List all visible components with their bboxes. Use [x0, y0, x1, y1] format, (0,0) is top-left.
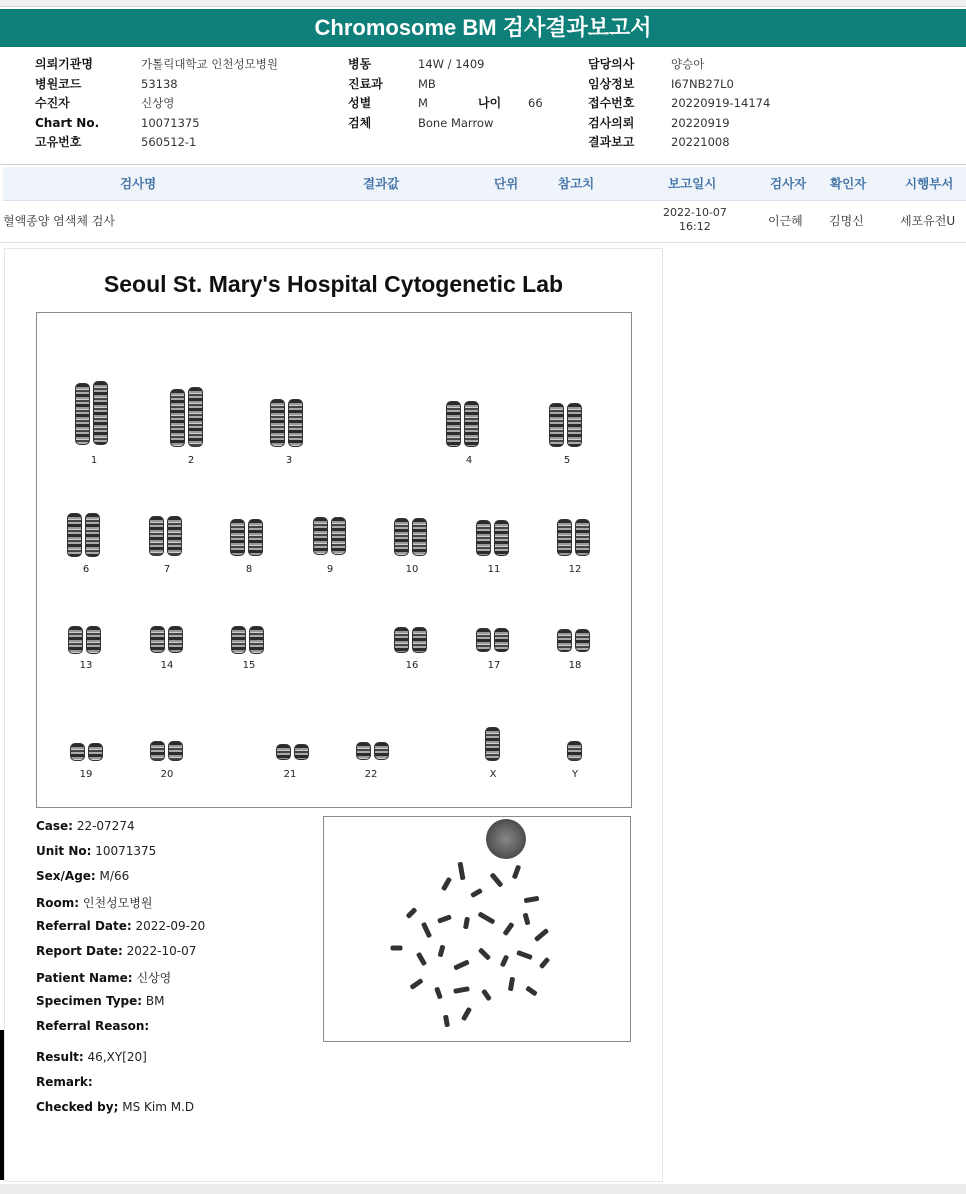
- detail-value: 22-07274: [76, 819, 135, 833]
- label-sex: 성별: [348, 96, 372, 110]
- chromosome-pair-21: [276, 744, 309, 760]
- label-institution: 의뢰기관명: [35, 57, 93, 71]
- metaphase-image: [323, 816, 631, 1042]
- chromosome-pair-16: [394, 627, 427, 653]
- chromosome-pair-3: [270, 399, 303, 447]
- report-document: [4, 248, 663, 1182]
- chromosome-pair-13: [68, 626, 101, 654]
- row-dept: 세포유전U: [900, 214, 956, 228]
- chromosome-pair-22: [356, 742, 389, 760]
- label-clinical-info: 임상정보: [588, 76, 635, 91]
- chromosome-pair-20: [150, 741, 183, 761]
- value-sex: M: [418, 96, 428, 110]
- karyogram-panel: [36, 312, 632, 808]
- label-ward: 병동: [348, 57, 372, 71]
- row-divider: [0, 242, 966, 243]
- report-title: Chromosome BM 검사결과보고서: [0, 9, 966, 47]
- chromosome-pair-4: [446, 401, 479, 447]
- label-chart-no: Chart No.: [35, 115, 100, 130]
- detail-label: Sex/Age:: [36, 869, 96, 883]
- value-chart-no: 10071375: [141, 115, 200, 130]
- chromosome-label: 13: [79, 660, 93, 671]
- value-result-date: 20221008: [671, 135, 730, 149]
- chromosome-label: 6: [82, 564, 90, 575]
- label-hospital-code: 병원코드: [35, 76, 82, 91]
- detail-label: Referral Date:: [36, 919, 132, 933]
- chromosome-label: 21: [283, 769, 297, 780]
- col-unit: 단위: [494, 176, 519, 191]
- detail-value: BM: [145, 994, 165, 1008]
- chromosome-label: 9: [326, 564, 334, 575]
- detail-value: 2022-10-07: [126, 944, 197, 958]
- label-department: 진료과: [348, 76, 383, 91]
- value-clinical-info: I67NB27L0: [671, 76, 734, 91]
- chromosome-label: Y: [571, 769, 579, 780]
- col-test-name: 검사명: [120, 176, 157, 191]
- chromosome-pair-1: [75, 381, 108, 445]
- label-result-date: 결과보고: [588, 135, 635, 149]
- label-specimen: 검체: [348, 115, 372, 130]
- row-tester: 이근혜: [768, 214, 803, 228]
- chromosome-label: 4: [465, 455, 473, 466]
- chromosome-pair-9: [313, 517, 346, 555]
- detail-label: Checked by;: [36, 1100, 119, 1114]
- value-doctor: 양승아: [671, 57, 705, 71]
- chromosome-pair-11: [476, 520, 509, 556]
- chromosome-pair-8: [230, 519, 263, 556]
- detail-label: Case:: [36, 819, 73, 833]
- detail-label: Room:: [36, 896, 80, 910]
- chromosome-label: 10: [405, 564, 419, 575]
- chromosome-x: [485, 727, 500, 761]
- patient-info-col3: [588, 55, 770, 153]
- chromosome-label: 18: [568, 660, 582, 671]
- chromosome-label: 19: [79, 769, 93, 780]
- chromosome-pair-19: [70, 743, 103, 761]
- chromosome-y: [567, 741, 582, 761]
- col-tester: 검사자: [770, 176, 807, 191]
- header-divider: [0, 164, 966, 165]
- col-reference: 참고치: [558, 176, 595, 191]
- chromosome-label: 14: [160, 660, 174, 671]
- label-patient: 수진자: [35, 96, 70, 110]
- chromosome-label: 12: [568, 564, 582, 575]
- chromosome-pair-2: [170, 387, 203, 447]
- detail-value: 신상영: [136, 971, 172, 985]
- chromosome-pair-6: [67, 513, 100, 557]
- value-specimen: Bone Marrow: [418, 115, 494, 130]
- chromosome-label: 3: [285, 455, 293, 466]
- left-edge-bar: [0, 1030, 4, 1180]
- value-institution: 가톨릭대학교 인천성모병원: [141, 57, 278, 71]
- detail-label: Specimen Type:: [36, 994, 143, 1008]
- chromosome-label: 22: [364, 769, 378, 780]
- chromosome-label: 11: [487, 564, 501, 575]
- value-hospital-code: 53138: [141, 76, 178, 91]
- detail-value: 인천성모병원: [82, 896, 153, 910]
- nucleus-blob: [486, 819, 526, 859]
- chromosome-pair-10: [394, 518, 427, 556]
- results-table-header: [3, 167, 966, 201]
- label-unique-no: 고유번호: [35, 135, 82, 149]
- detail-value: 2022-09-20: [135, 919, 206, 933]
- col-result: 결과값: [363, 176, 400, 191]
- label-doctor: 담당의사: [588, 57, 635, 71]
- chromosome-label: 1: [90, 455, 98, 466]
- value-patient: 신상영: [141, 96, 175, 110]
- result-karyotype: 46,XY[20]: [87, 1050, 147, 1064]
- chromosome-label: 20: [160, 769, 174, 780]
- col-checker: 확인자: [830, 176, 867, 191]
- chromosome-pair-18: [557, 629, 590, 652]
- chromosome-label: 7: [163, 564, 171, 575]
- label-request-date: 검사의뢰: [588, 115, 635, 130]
- lab-title: Seoul St. Mary's Hospital Cytogenetic Lab: [103, 271, 564, 297]
- row-report-time: 16:12: [679, 220, 711, 233]
- col-report-date: 보고일시: [668, 176, 717, 191]
- window-top-strip: [0, 0, 966, 7]
- patient-info-col2: [348, 55, 543, 133]
- patient-info-col1: [35, 55, 278, 153]
- value-department: MB: [418, 76, 436, 91]
- chromosome-label: 2: [187, 455, 195, 466]
- row-report-date: 2022-10-07: [663, 206, 727, 219]
- label-age: 나이: [478, 96, 502, 110]
- chromosome-label: X: [489, 769, 497, 780]
- value-request-date: 20220919: [671, 115, 730, 130]
- chromosome-pair-12: [557, 519, 590, 556]
- chromosome-label: 5: [563, 455, 571, 466]
- detail-value: 10071375: [95, 844, 157, 858]
- value-receipt-no: 20220919-14174: [671, 96, 771, 110]
- detail-value: MS Kim M.D: [122, 1100, 195, 1114]
- chromosome-label: 8: [245, 564, 253, 575]
- value-age: 66: [528, 96, 543, 110]
- chromosome-pair-14: [150, 626, 183, 653]
- col-dept: 시행부서: [905, 176, 954, 191]
- detail-label: Report Date:: [36, 944, 123, 958]
- chromosome-label: 15: [242, 660, 256, 671]
- chromosome-label: 16: [405, 660, 419, 671]
- detail-label: Referral Reason:: [36, 1019, 150, 1033]
- detail-label: Unit No:: [36, 844, 92, 858]
- chromosome-label: 17: [487, 660, 501, 671]
- detail-value: M/66: [99, 869, 130, 883]
- detail-label: Remark:: [36, 1075, 93, 1089]
- label-receipt-no: 접수번호: [588, 96, 635, 110]
- chromosome-pair-17: [476, 628, 509, 652]
- chromosome-pair-7: [149, 516, 182, 556]
- bottom-scroll-strip[interactable]: [0, 1184, 966, 1194]
- chromosome-pair-15: [231, 626, 264, 654]
- row-test-name: 혈액종양 염색체 검사: [3, 214, 115, 228]
- value-unique-no: 560512-1: [141, 135, 197, 149]
- value-ward: 14W / 1409: [418, 57, 485, 71]
- row-checker: 김명신: [829, 214, 864, 228]
- detail-label: Patient Name:: [36, 971, 133, 985]
- chromosome-pair-5: [549, 403, 582, 447]
- detail-label: Result:: [36, 1050, 84, 1064]
